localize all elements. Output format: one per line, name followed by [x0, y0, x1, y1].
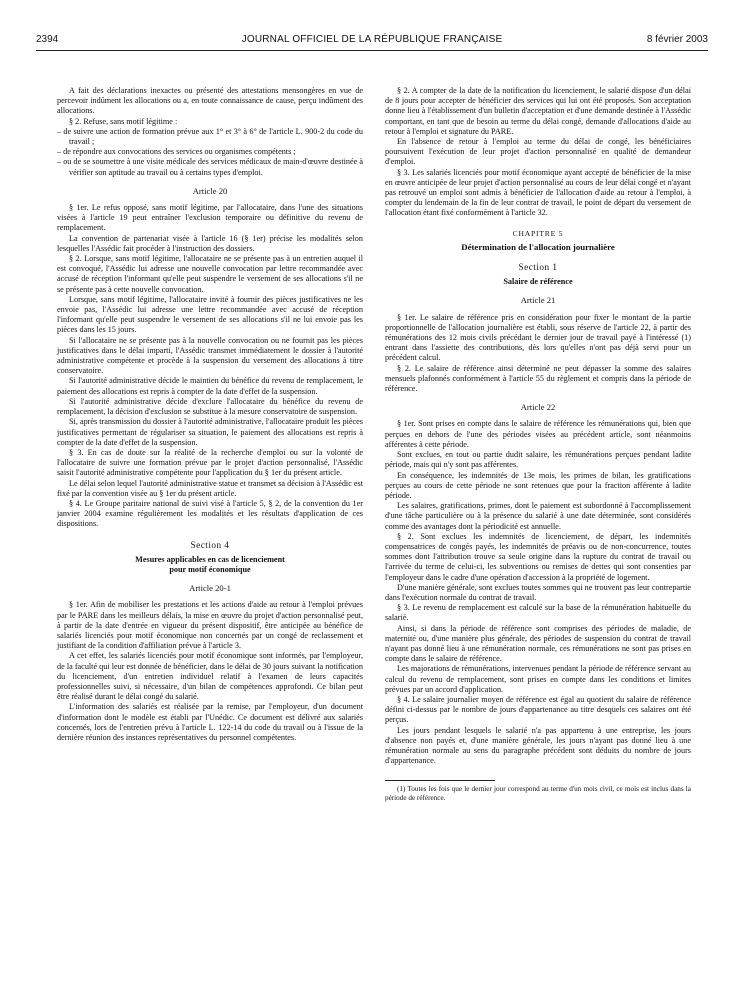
paragraph: En conséquence, les indemnités de 13e mois, les primes de bilan, les gratifications perçues au cours de cette période ne sont retenues que pour la fraction afférente à ladite période.	[385, 470, 691, 500]
page-header	[36, 34, 708, 48]
paragraph: Les salaires, gratifications, primes, dont le paiement est subordonné à l'accomplissement d'une tâche particulière ou à la présence du salarié à une date déterminée, sont considérés comme des avantages dont la périodicité est annuelle.	[385, 501, 691, 531]
article-heading: Article 22	[520, 402, 556, 413]
paragraph: A fait des déclarations inexactes ou présenté des attestations mensongères en vue de percevoir indûment les allocations ou a, en toute connaissance de cause, perçu indûment des allocations.	[57, 86, 363, 116]
left-column	[57, 86, 363, 743]
list-item: – de répondre aux convocations des services ou organismes compétents ;	[57, 147, 296, 157]
paragraph: Si l'autorité administrative décide le maintien du bénéfice du revenu de remplacement, le paiement des allocations est repris à compter de la date d'effet de la suspension.	[57, 376, 363, 396]
paragraph: Si l'autorité administrative décide d'exclure l'allocataire du bénéfice du revenu de remplacement, la décision d'exclusion se substitue à la mesure conservatoire de suspension.	[57, 396, 363, 417]
paragraph: D'une manière générale, sont exclues toutes sommes qui ne trouvent pas leur contrepartie dans l'exécution normale du contrat de travail.	[385, 582, 691, 602]
paragraph: § 4. Le salaire journalier moyen de référence est égal au quotient du salaire de référence défini ci-dessus par le nombre de jours d'appartenance au titre desquels ces salaires ont été perçus.	[385, 694, 691, 725]
paragraph: § 2. Refuse, sans motif légitime :	[69, 116, 178, 126]
section-title: pour motif économique	[169, 564, 251, 574]
paragraph: § 4. Le Groupe paritaire national de suivi visé à l'article 5, § 2, de la convention du 1er janvier 2004 examine régulièrement les modalités et les résultats d'application de ces dispositions.	[57, 498, 363, 529]
footnote-rule	[385, 780, 495, 781]
paragraph: La convention de partenariat visée à l'article 16 (§ 1er) précise les modalités selon lesquelles l'Assédic fait procéder à l'instruction des dossiers.	[57, 233, 363, 253]
paragraph: § 2. A compter de la date de la notification du licenciement, le salarié dispose d'un délai de 8 jours pour accepter de bénéficier des services qui lui ont été proposés. Son acceptation donne lieu à l'établissement d'un bulletin d'acceptation et d'une demande destinée à l'Assédic comportant, en tant que de besoin au terme du délai congé, demande d'allocations d'aide au retour à l'emploi et signature du PARE.	[385, 86, 691, 136]
paragraph: Lorsque, sans motif légitime, l'allocataire invité à fournir des pièces justificatives ne les envoie pas, l'Assédic lui adresse une lettre recommandée avec accusé de réception l'informant qu'elle peut suspendre le versement de ses allocations s'il ne lui envoie pas les pièces dans les 15 jours.	[57, 294, 363, 335]
page-number: 2394	[36, 34, 59, 45]
publication-date: 8 février 2003	[646, 34, 708, 45]
article-heading: Article 20-1	[189, 583, 231, 594]
paragraph: Sont exclues, en tout ou partie dudit salaire, les rémunérations perçues pendant ladite période, mais qui n'y sont pas afférentes.	[385, 450, 691, 470]
paragraph: § 1er. Sont prises en compte dans le salaire de référence les rémunérations qui, bien que perçues en dehors de l'une des périodes visées au précédent article, sont néanmoins afférentes à cette période.	[385, 419, 691, 449]
section-title: Mesures applicables en cas de licenciement	[135, 554, 285, 564]
list-item: – de suivre une action de formation prévue aux 1° et 3° à 6° de l'article L. 900-2 du code du travail ;	[57, 126, 363, 147]
chapter-heading: CHAPITRE 5	[512, 228, 564, 238]
paragraph: § 1er. Le salaire de référence pris en considération pour fixer le montant de la partie proportionnelle de l'allocation journalière est établi, sous réserve de l'article 22, à partir des rémunérations des 12 mois civils précédant le dernier jour de travail payé à l'intéressé (1) entrant dans l'assiette des contributions, dès lors qu'elles n'ont pas déjà servi pour un précédent calcul.	[385, 312, 691, 363]
chapter-title: Détermination de l'allocation journalière	[461, 241, 615, 252]
paragraph: L'information des salariés est réalisée par la remise, par l'employeur, d'un document d'information dont le modèle est établi par l'Unédic. Ce document est délivré aux salariés concernés, lors de l'entretien prévu à l'article L. 122-14 du code du travail ou à l'issue de la dernière réunion des instances représentatives du personnel compétentes.	[57, 702, 363, 742]
paragraph: Les majorations de rémunérations, intervenues pendant la période de référence servant au calcul du revenu de remplacement, sont prises en compte dans les conditions et limites prévues par un accord d'application.	[385, 664, 691, 694]
right-column	[385, 86, 691, 803]
paragraph: § 1er. Le refus opposé, sans motif légitime, par l'allocataire, dans l'une des situations visées à l'article 19 peut entraîner l'exclusion temporaire ou définitive du revenu de remplacement.	[57, 203, 363, 233]
section-title: Salaire de référence	[503, 277, 573, 287]
paragraph: Si, après transmission du dossier à l'autorité administrative, l'allocataire produit les pièces justificatives permettant de régulariser sa situation, le paiement des allocations est repris à compter de la date d'effet de la suspension.	[57, 417, 363, 447]
header-rule	[36, 50, 708, 51]
section-heading: Section 1	[518, 262, 558, 273]
section-heading: Section 4	[190, 539, 230, 550]
paragraph: § 2. Le salaire de référence ainsi déterminé ne peut dépasser la somme des salaires mensuels plafonnés conformément à l'article 55 du règlement et compris dans la période de référence.	[385, 363, 691, 394]
paragraph: A cet effet, les salariés licenciés pour motif économique sont informés, par l'employeur, de la faculté qui leur est donnée de bénéficier, dans le délai de 30 jours suivant la notification du licenciement, d'un entretien individuel relatif à l'examen de leurs capacités professionnelles suivi, si nécessaire, d'un bilan de compétences approfondi. Ce bilan peut être réalisé durant le délai congé du salarié.	[57, 651, 363, 702]
paragraph: § 3. Le revenu de remplacement est calculé sur la base de la rémunération habituelle du salarié.	[385, 603, 691, 623]
journal-title: JOURNAL OFFICIEL DE LA RÉPUBLIQUE FRANÇAISE	[241, 34, 503, 45]
paragraph: § 3. En cas de doute sur la réalité de la recherche d'emploi ou sur la volonté de l'allocataire de suivre une formation prévue par le projet d'action personnalisé, l'Assédic saisit l'autorité administrative compétente pour l'application du § 1er du présent article.	[57, 447, 363, 478]
paragraph: § 2. Sont exclues les indemnités de licenciement, de départ, les indemnités compensatrices de congés payés, les indemnités de préavis ou de non-concurrence, toutes sommes dont l'attribution trouve sa seule origine dans la rupture du contrat de travail ou l'arrivée du terme de celui-ci, les subventions ou remises de dettes qui sont consenties par l'employeur dans le cadre d'une opération d'accession à la propriété de logement.	[385, 531, 691, 582]
paragraph: § 3. Les salariés licenciés pour motif économique ayant accepté de bénéficier de la mise en œuvre anticipée de leur projet d'action personnalisé au cours de leur délai congé et n'ayant pas retrouvé un emploi sont admis à bénéficier de l'allocation d'aide au retour à l'emploi, à compter du lendemain de la fin de leur contrat de travail, le point de départ du versement de l'allocation étant fixé conformément à l'article 32.	[385, 167, 691, 218]
paragraph: Les jours pendant lesquels le salarié n'a pas appartenu à une entreprise, les jours d'absence non payés et, d'une manière générale, les jours n'ayant pas donné lieu à une rémunération normale au sens du paragraphe précédent sont déduits du nombre de jours d'appartenance.	[385, 725, 691, 766]
paragraph: Le délai selon lequel l'autorité administrative statue et transmet sa décision à l'Assédic est fixé par la convention visée au § 1er du présent article.	[57, 478, 363, 498]
list-item: – ou de se soumettre à une visite médicale des services médicaux de main-d'œuvre destinée à vérifier son aptitude au travail ou à certains types d'emploi.	[57, 157, 363, 177]
paragraph: § 2. Lorsque, sans motif légitime, l'allocataire ne se présente pas à un entretien auquel il est convoqué, l'Assédic lui adresse une nouvelle convocation par lettre recommandée avec accusé de réception l'informant qu'elle peut suspendre le versement de ses allocations s'il ne se présente pas à cette nouvelle convocation.	[57, 254, 363, 294]
paragraph: Ainsi, si dans la période de référence sont comprises des périodes de maladie, de maternité ou, d'une manière plus générale, des périodes de suspension du contrat de travail n'ayant pas donné lieu à une rémunération normale, ces rémunérations ne sont pas prises en compte dans le salaire de référence.	[385, 623, 691, 664]
paragraph: § 1er. Afin de mobiliser les prestations et les actions d'aide au retour à l'emploi prévues par le PARE dans les meilleurs délais, la mise en œuvre du projet d'action personnalisé peut, à partir de la date d'entrée en vigueur du présent dispositif, être anticipée au bénéfice de salariés licenciés pour motif économique non concernés par un congé de reclassement et justifiant de la condition d'affiliation prévue à l'article 3.	[57, 600, 363, 651]
article-heading: Article 21	[520, 295, 556, 306]
footnote: (1) Toutes les fois que le dernier jour correspond au terme d'un mois civil, ce mois est inclus dans la période de référence.	[385, 785, 691, 803]
paragraph: En l'absence de retour à l'emploi au terme du délai de congé, les bénéficiaires poursuivent l'exécution de leur projet d'action personnalisé en qualité de demandeur d'emploi.	[385, 137, 691, 167]
paragraph: Si l'allocataire ne se présente pas à la nouvelle convocation ou ne fournit pas les pièces justificatives dans le délai imparti, l'Assédic transmet immédiatement le dossier à l'autorité administrative compétente et procède à la suspension du versement des allocations à titre conservatoire.	[57, 335, 363, 376]
article-heading: Article 20	[192, 185, 228, 196]
